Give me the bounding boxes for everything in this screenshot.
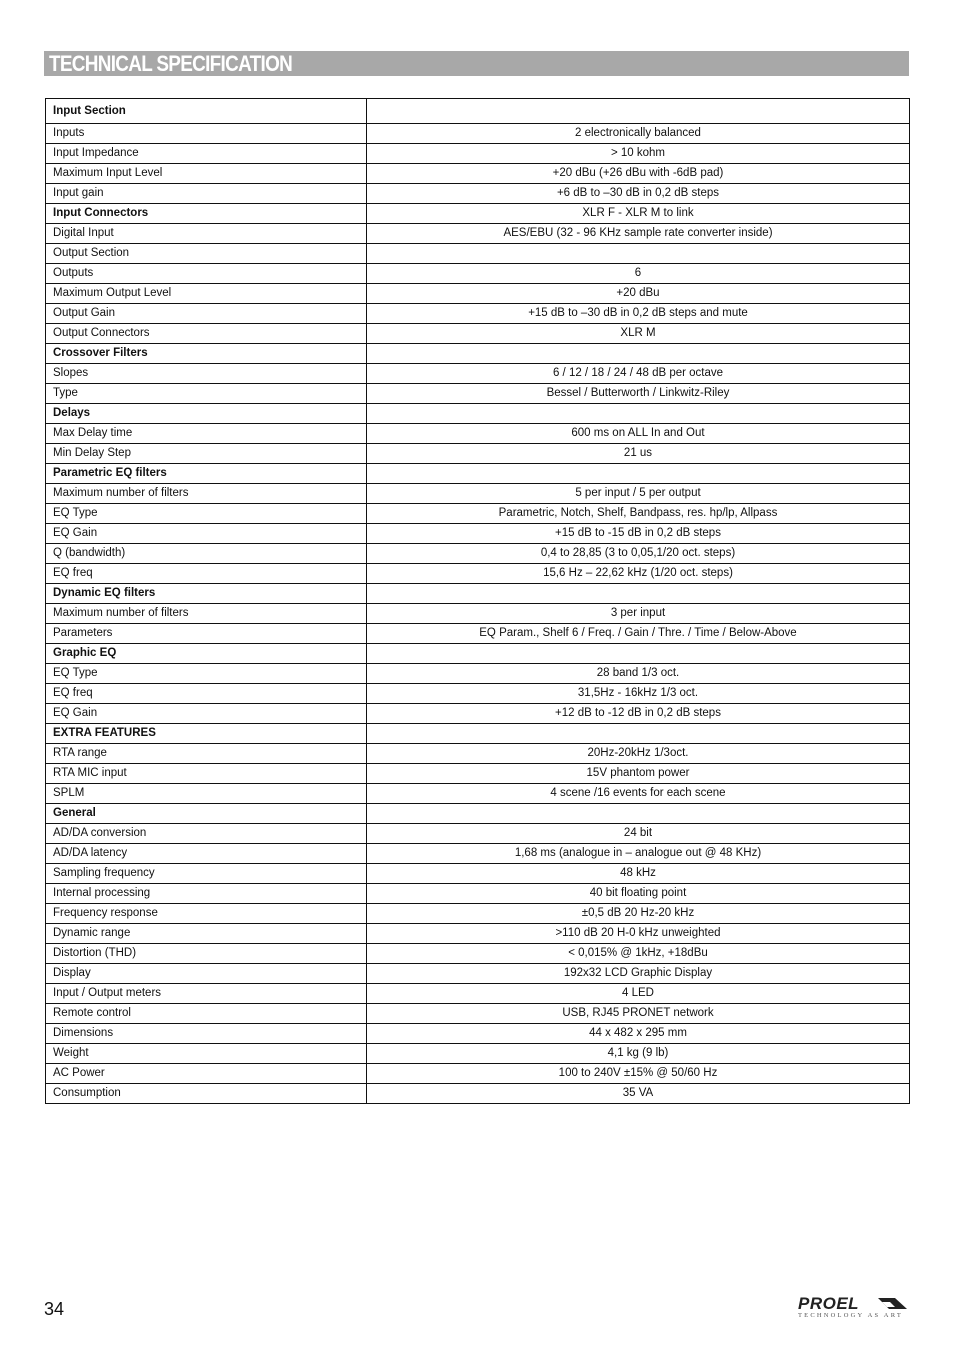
section-title-bar (44, 51, 909, 76)
spec-value (367, 644, 910, 664)
spec-value: 5 per input / 5 per output (367, 484, 910, 504)
spec-label: Internal processing (46, 884, 367, 904)
logo-tagline: TECHNOLOGY AS ART (798, 1312, 904, 1319)
spec-row (46, 364, 910, 384)
spec-label: Outputs (46, 264, 367, 284)
spec-label: Input Section (46, 99, 367, 124)
spec-label: Digital Input (46, 224, 367, 244)
spec-value: 100 to 240V ±15% @ 50/60 Hz (367, 1064, 910, 1084)
spec-label: Maximum Output Level (46, 284, 367, 304)
spec-label: Maximum number of filters (46, 604, 367, 624)
spec-label: EQ Type (46, 664, 367, 684)
spec-label: AD/DA conversion (46, 824, 367, 844)
spec-row (46, 564, 910, 584)
spec-label: RTA MIC input (46, 764, 367, 784)
spec-label: Input Impedance (46, 144, 367, 164)
spec-value (367, 724, 910, 744)
proel-logo (796, 1294, 910, 1322)
spec-section-row (46, 404, 910, 424)
spec-row (46, 884, 910, 904)
spec-value: +20 dBu (367, 284, 910, 304)
spec-label: AC Power (46, 1064, 367, 1084)
logo-swoosh-icon (878, 1297, 908, 1310)
spec-label: Type (46, 384, 367, 404)
spec-row (46, 944, 910, 964)
spec-row (46, 844, 910, 864)
spec-value: 4 LED (367, 984, 910, 1004)
spec-value: 192x32 LCD Graphic Display (367, 964, 910, 984)
spec-label: SPLM (46, 784, 367, 804)
spec-value (367, 99, 910, 124)
spec-value (367, 804, 910, 824)
spec-row (46, 484, 910, 504)
spec-label: Output Gain (46, 304, 367, 324)
spec-row (46, 504, 910, 524)
spec-label: Graphic EQ (46, 644, 367, 664)
spec-label: Delays (46, 404, 367, 424)
spec-label: Weight (46, 1044, 367, 1064)
spec-row (46, 444, 910, 464)
spec-value: 48 kHz (367, 864, 910, 884)
spec-value: 15V phantom power (367, 764, 910, 784)
spec-row (46, 304, 910, 324)
spec-label: Frequency response (46, 904, 367, 924)
spec-value: +15 dB to –30 dB in 0,2 dB steps and mute (367, 304, 910, 324)
spec-row (46, 624, 910, 644)
spec-value: +15 dB to -15 dB in 0,2 dB steps (367, 524, 910, 544)
spec-value: USB, RJ45 PRONET network (367, 1004, 910, 1024)
spec-value: 6 (367, 264, 910, 284)
spec-row (46, 1004, 910, 1024)
spec-label: Output Connectors (46, 324, 367, 344)
spec-value: 35 VA (367, 1084, 910, 1104)
spec-row (46, 1044, 910, 1064)
spec-label: Parametric EQ filters (46, 464, 367, 484)
spec-row (46, 744, 910, 764)
spec-row (46, 1024, 910, 1044)
spec-label: Input / Output meters (46, 984, 367, 1004)
spec-value: 0,4 to 28,85 (3 to 0,05,1/20 oct. steps) (367, 544, 910, 564)
spec-value: 4,1 kg (9 lb) (367, 1044, 910, 1064)
spec-row (46, 924, 910, 944)
spec-value: 24 bit (367, 824, 910, 844)
spec-row (46, 664, 910, 684)
spec-value: Parametric, Notch, Shelf, Bandpass, res. hp/lp, Allpass (367, 504, 910, 524)
spec-label: EQ Type (46, 504, 367, 524)
spec-value (367, 244, 910, 264)
spec-row (46, 224, 910, 244)
spec-value: 1,68 ms (analogue in – analogue out @ 48 KHz) (367, 844, 910, 864)
spec-label: Input Connectors (46, 204, 367, 224)
spec-label: Distortion (THD) (46, 944, 367, 964)
spec-section-row (46, 804, 910, 824)
spec-label: EQ Gain (46, 704, 367, 724)
spec-row (46, 784, 910, 804)
spec-row (46, 184, 910, 204)
spec-table (45, 98, 910, 1104)
spec-label: Max Delay time (46, 424, 367, 444)
spec-label: Parameters (46, 624, 367, 644)
spec-label: General (46, 804, 367, 824)
spec-row (46, 244, 910, 264)
spec-label: Crossover Filters (46, 344, 367, 364)
spec-value: >110 dB 20 H-0 kHz unweighted (367, 924, 910, 944)
spec-row (46, 264, 910, 284)
spec-section-row (46, 584, 910, 604)
spec-value: XLR M (367, 324, 910, 344)
spec-value: 600 ms on ALL In and Out (367, 424, 910, 444)
spec-label: Sampling frequency (46, 864, 367, 884)
spec-label: EQ freq (46, 564, 367, 584)
spec-section-row (46, 344, 910, 364)
spec-row (46, 1084, 910, 1104)
spec-section-row (46, 99, 910, 124)
spec-row (46, 904, 910, 924)
spec-label: Inputs (46, 124, 367, 144)
spec-row (46, 604, 910, 624)
spec-value: +6 dB to –30 dB in 0,2 dB steps (367, 184, 910, 204)
spec-value: 2 electronically balanced (367, 124, 910, 144)
spec-value: ±0,5 dB 20 Hz-20 kHz (367, 904, 910, 924)
spec-row (46, 284, 910, 304)
spec-value: +12 dB to -12 dB in 0,2 dB steps (367, 704, 910, 724)
spec-value: XLR F - XLR M to link (367, 204, 910, 224)
spec-value: +20 dBu (+26 dBu with -6dB pad) (367, 164, 910, 184)
spec-value: 44 x 482 x 295 mm (367, 1024, 910, 1044)
spec-value: 4 scene /16 events for each scene (367, 784, 910, 804)
spec-label: Min Delay Step (46, 444, 367, 464)
spec-label: Consumption (46, 1084, 367, 1104)
spec-value: > 10 kohm (367, 144, 910, 164)
spec-row (46, 824, 910, 844)
spec-row (46, 964, 910, 984)
spec-table-body (46, 99, 910, 1104)
spec-row (46, 384, 910, 404)
spec-value: 3 per input (367, 604, 910, 624)
spec-label: EQ Gain (46, 524, 367, 544)
spec-row (46, 544, 910, 564)
spec-value: 15,6 Hz – 22,62 kHz (1/20 oct. steps) (367, 564, 910, 584)
spec-row (46, 704, 910, 724)
spec-value: < 0,015% @ 1kHz, +18dBu (367, 944, 910, 964)
spec-label: Slopes (46, 364, 367, 384)
page-title: TECHNICAL SPECIFICATION (49, 51, 293, 76)
spec-label: AD/DA latency (46, 844, 367, 864)
spec-section-row (46, 204, 910, 224)
spec-row (46, 764, 910, 784)
spec-label: Maximum Input Level (46, 164, 367, 184)
spec-value: 28 band 1/3 oct. (367, 664, 910, 684)
spec-row (46, 144, 910, 164)
spec-label: Q (bandwidth) (46, 544, 367, 564)
spec-label: Dimensions (46, 1024, 367, 1044)
logo-wordmark: PROEL (798, 1294, 860, 1313)
spec-row (46, 684, 910, 704)
spec-value: 6 / 12 / 18 / 24 / 48 dB per octave (367, 364, 910, 384)
spec-label: Dynamic EQ filters (46, 584, 367, 604)
spec-row (46, 984, 910, 1004)
spec-row (46, 164, 910, 184)
spec-section-row (46, 724, 910, 744)
spec-label: Remote control (46, 1004, 367, 1024)
spec-row (46, 1064, 910, 1084)
page-number: 34 (44, 1299, 65, 1319)
spec-label: EXTRA FEATURES (46, 724, 367, 744)
spec-value: 31,5Hz - 16kHz 1/3 oct. (367, 684, 910, 704)
spec-value: Bessel / Butterworth / Linkwitz-Riley (367, 384, 910, 404)
spec-label: RTA range (46, 744, 367, 764)
spec-value: 21 us (367, 444, 910, 464)
spec-label: Dynamic range (46, 924, 367, 944)
spec-section-row (46, 464, 910, 484)
spec-row (46, 124, 910, 144)
spec-label: Maximum number of filters (46, 484, 367, 504)
spec-row (46, 424, 910, 444)
spec-value: EQ Param., Shelf 6 / Freq. / Gain / Thre. / Time / Below-Above (367, 624, 910, 644)
spec-label: Output Section (46, 244, 367, 264)
spec-value (367, 404, 910, 424)
spec-value (367, 584, 910, 604)
spec-row (46, 324, 910, 344)
spec-value: AES/EBU (32 - 96 KHz sample rate converter inside) (367, 224, 910, 244)
spec-value: 20Hz-20kHz 1/3oct. (367, 744, 910, 764)
spec-row (46, 864, 910, 884)
spec-value (367, 344, 910, 364)
spec-section-row (46, 644, 910, 664)
spec-label: Display (46, 964, 367, 984)
spec-value: 40 bit floating point (367, 884, 910, 904)
spec-label: EQ freq (46, 684, 367, 704)
spec-label: Input gain (46, 184, 367, 204)
spec-row (46, 524, 910, 544)
spec-value (367, 464, 910, 484)
